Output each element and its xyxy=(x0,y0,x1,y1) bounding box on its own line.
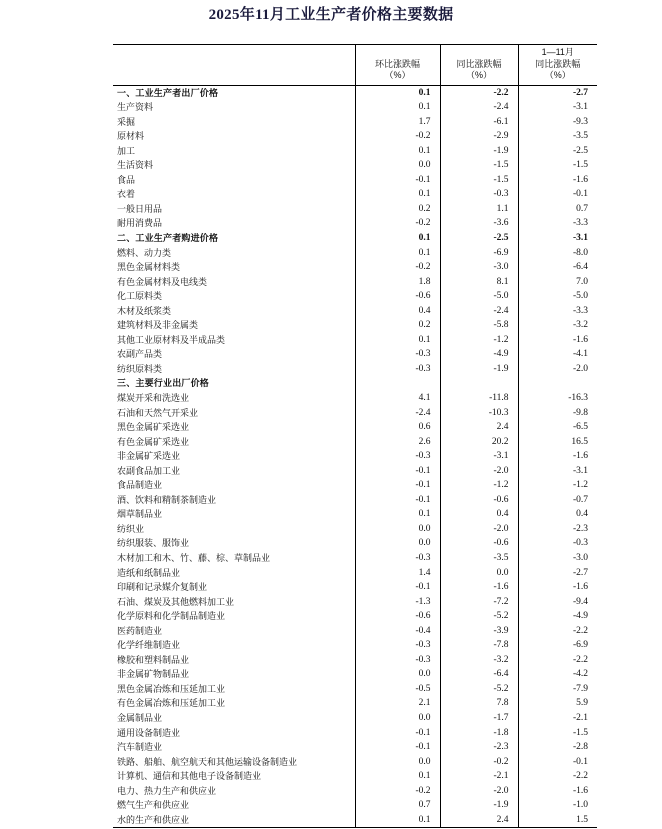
table-row xyxy=(113,726,597,741)
row-value-mom: 0.0 xyxy=(355,522,440,537)
row-label: 石油和天然气开采业 xyxy=(117,407,199,418)
row-value-cumulative: 16.5 xyxy=(518,435,597,450)
row-value-mom: -0.2 xyxy=(355,216,440,231)
table-row xyxy=(113,202,597,217)
row-value-yoy: -7.8 xyxy=(440,638,518,653)
row-value-mom: -0.1 xyxy=(355,726,440,741)
row-label: 化学原料和化学制品制造业 xyxy=(117,611,226,622)
column-header-mom xyxy=(355,45,440,86)
row-value-mom: -0.3 xyxy=(355,362,440,377)
row-value-cumulative: -4.2 xyxy=(518,667,597,682)
row-value-cumulative: -3.3 xyxy=(518,216,597,231)
row-value-mom: 0.0 xyxy=(355,667,440,682)
table-row xyxy=(113,333,597,348)
row-value-yoy: -1.9 xyxy=(440,362,518,377)
row-value-yoy: 8.1 xyxy=(440,275,518,290)
row-value-mom: -2.4 xyxy=(355,406,440,421)
row-value-cumulative: -7.9 xyxy=(518,682,597,697)
table-row xyxy=(113,784,597,799)
row-value-cumulative: -3.1 xyxy=(518,100,597,115)
table-row xyxy=(113,522,597,537)
row-value-yoy: -2.0 xyxy=(440,464,518,479)
row-value-mom: -0.6 xyxy=(355,609,440,624)
table-row xyxy=(113,435,597,450)
row-value-mom: 0.1 xyxy=(355,813,440,828)
table-row xyxy=(113,406,597,421)
row-value-yoy: -1.7 xyxy=(440,711,518,726)
row-value-yoy: 1.1 xyxy=(440,202,518,217)
row-value-mom: 0.0 xyxy=(355,536,440,551)
row-label: 木材及纸浆类 xyxy=(117,305,172,316)
row-value-yoy: -0.3 xyxy=(440,187,518,202)
row-label: 二、工业生产者购进价格 xyxy=(117,232,219,243)
row-value-yoy: -2.5 xyxy=(440,231,518,246)
ppi-data-table xyxy=(113,44,597,828)
row-value-mom: 0.1 xyxy=(355,507,440,522)
row-label: 采掘 xyxy=(117,116,136,127)
row-value-yoy: -0.6 xyxy=(440,536,518,551)
table-row xyxy=(113,115,597,130)
row-value-cumulative: -0.1 xyxy=(518,187,597,202)
row-value-mom: -0.2 xyxy=(355,784,440,799)
row-value-mom: 1.8 xyxy=(355,275,440,290)
table-row xyxy=(113,638,597,653)
table-row xyxy=(113,187,597,202)
row-value-cumulative: -2.0 xyxy=(518,362,597,377)
row-value-mom xyxy=(355,376,440,391)
row-value-cumulative: -1.6 xyxy=(518,173,597,188)
row-label: 有色金属冶炼和压延加工业 xyxy=(117,698,226,709)
row-value-cumulative: -1.6 xyxy=(518,449,597,464)
row-value-yoy: -3.5 xyxy=(440,551,518,566)
row-value-mom: -0.3 xyxy=(355,551,440,566)
row-value-mom: 2.1 xyxy=(355,696,440,711)
row-value-mom: -0.1 xyxy=(355,464,440,479)
row-value-cumulative: -2.2 xyxy=(518,624,597,639)
row-value-yoy: -3.0 xyxy=(440,260,518,275)
row-value-mom: 0.1 xyxy=(355,333,440,348)
row-value-mom: 0.2 xyxy=(355,202,440,217)
table-section-row xyxy=(113,85,597,100)
row-label: 橡胶和塑料制品业 xyxy=(117,654,190,665)
row-value-yoy: -1.5 xyxy=(440,158,518,173)
row-value-mom: -0.1 xyxy=(355,478,440,493)
row-value-cumulative: -1.2 xyxy=(518,478,597,493)
row-label: 加工 xyxy=(117,145,136,156)
row-value-yoy: -2.0 xyxy=(440,784,518,799)
row-value-yoy: -5.0 xyxy=(440,289,518,304)
table-row xyxy=(113,653,597,668)
row-label: 生活资料 xyxy=(117,160,154,171)
table-row xyxy=(113,667,597,682)
column-header-cumulative-line1: 1—11月 xyxy=(541,47,574,57)
row-label: 燃料、动力类 xyxy=(117,247,172,258)
row-label: 食品制造业 xyxy=(117,480,163,491)
row-value-mom: 0.1 xyxy=(355,144,440,159)
row-value-mom: 0.1 xyxy=(355,231,440,246)
column-header-name xyxy=(113,45,355,86)
row-value-yoy: -1.9 xyxy=(440,798,518,813)
column-header-yoy-line2: （%） xyxy=(465,70,492,80)
row-value-yoy: -1.6 xyxy=(440,580,518,595)
row-value-mom: -0.1 xyxy=(355,580,440,595)
row-label: 化工原料类 xyxy=(117,291,163,302)
row-value-yoy: -10.3 xyxy=(440,406,518,421)
row-value-yoy: -2.0 xyxy=(440,522,518,537)
ppi-table-container xyxy=(113,44,597,828)
row-label: 有色金属矿采选业 xyxy=(117,436,190,447)
table-row xyxy=(113,449,597,464)
table-row xyxy=(113,566,597,581)
row-value-yoy xyxy=(440,376,518,391)
row-label: 有色金属材料及电线类 xyxy=(117,276,208,287)
row-value-mom: 0.1 xyxy=(355,246,440,261)
row-label: 其他工业原材料及半成品类 xyxy=(117,334,226,345)
row-value-yoy: -2.9 xyxy=(440,129,518,144)
row-label: 衣着 xyxy=(117,189,136,200)
table-row xyxy=(113,216,597,231)
row-value-yoy: -7.2 xyxy=(440,595,518,610)
row-value-yoy: 2.4 xyxy=(440,813,518,828)
column-header-cumulative xyxy=(518,45,597,86)
table-row xyxy=(113,551,597,566)
row-value-yoy: -3.2 xyxy=(440,653,518,668)
row-value-yoy: -1.8 xyxy=(440,726,518,741)
row-value-cumulative: 0.4 xyxy=(518,507,597,522)
row-value-yoy: -5.8 xyxy=(440,318,518,333)
row-value-mom: -0.4 xyxy=(355,624,440,639)
row-label: 烟草制品业 xyxy=(117,509,163,520)
row-label: 生产资料 xyxy=(117,102,154,113)
row-value-cumulative: -4.9 xyxy=(518,609,597,624)
row-value-yoy: 2.4 xyxy=(440,420,518,435)
row-value-yoy: 0.4 xyxy=(440,507,518,522)
table-row xyxy=(113,275,597,290)
row-value-cumulative: -8.0 xyxy=(518,246,597,261)
row-value-mom: 0.0 xyxy=(355,755,440,770)
row-value-cumulative: -1.5 xyxy=(518,726,597,741)
table-row xyxy=(113,580,597,595)
row-value-mom: -0.1 xyxy=(355,493,440,508)
row-value-mom: 0.7 xyxy=(355,798,440,813)
row-value-mom: -0.3 xyxy=(355,347,440,362)
table-section-row xyxy=(113,231,597,246)
row-label: 铁路、船舶、航空航天和其他运输设备制造业 xyxy=(117,756,298,767)
row-value-mom: 4.1 xyxy=(355,391,440,406)
table-row xyxy=(113,536,597,551)
row-value-mom: 1.7 xyxy=(355,115,440,130)
row-value-cumulative: -1.5 xyxy=(518,158,597,173)
row-value-yoy: -1.2 xyxy=(440,478,518,493)
row-value-mom: -0.3 xyxy=(355,638,440,653)
table-row xyxy=(113,696,597,711)
row-value-mom: 0.4 xyxy=(355,304,440,319)
table-row xyxy=(113,304,597,319)
row-value-mom: -0.2 xyxy=(355,260,440,275)
table-row xyxy=(113,813,597,828)
row-value-mom: 0.1 xyxy=(355,769,440,784)
row-value-mom: -0.2 xyxy=(355,129,440,144)
row-label: 计算机、通信和其他电子设备制造业 xyxy=(117,771,262,782)
row-value-cumulative: -2.1 xyxy=(518,711,597,726)
column-header-cumulative-line3: （%） xyxy=(544,70,571,80)
row-value-mom: -0.1 xyxy=(355,173,440,188)
row-value-cumulative: -0.7 xyxy=(518,493,597,508)
row-label: 纺织原料类 xyxy=(117,363,163,374)
row-value-cumulative: -0.3 xyxy=(518,536,597,551)
row-value-mom: -0.6 xyxy=(355,289,440,304)
row-label: 印刷和记录媒介复制业 xyxy=(117,582,208,593)
row-value-cumulative: 0.7 xyxy=(518,202,597,217)
table-row xyxy=(113,507,597,522)
table-header xyxy=(113,45,597,86)
table-row xyxy=(113,711,597,726)
row-label: 酒、饮料和精制茶制造业 xyxy=(117,494,217,505)
table-row xyxy=(113,464,597,479)
row-value-cumulative: -9.3 xyxy=(518,115,597,130)
row-value-cumulative: 5.9 xyxy=(518,696,597,711)
row-value-cumulative: -16.3 xyxy=(518,391,597,406)
row-value-cumulative: -3.3 xyxy=(518,304,597,319)
row-value-cumulative: -2.8 xyxy=(518,740,597,755)
row-value-yoy: -5.2 xyxy=(440,609,518,624)
table-row xyxy=(113,144,597,159)
row-value-yoy: -6.4 xyxy=(440,667,518,682)
row-value-yoy: 7.8 xyxy=(440,696,518,711)
table-row xyxy=(113,129,597,144)
table-row xyxy=(113,100,597,115)
table-row xyxy=(113,493,597,508)
row-label: 非金属矿采选业 xyxy=(117,451,181,462)
row-value-yoy: -6.9 xyxy=(440,246,518,261)
row-value-mom: 0.2 xyxy=(355,318,440,333)
row-value-mom: 0.0 xyxy=(355,158,440,173)
row-value-cumulative: -6.5 xyxy=(518,420,597,435)
row-label: 黑色金属矿采选业 xyxy=(117,422,190,433)
row-value-mom: 2.6 xyxy=(355,435,440,450)
row-value-cumulative: -2.2 xyxy=(518,769,597,784)
row-value-mom: -0.1 xyxy=(355,740,440,755)
row-value-cumulative: -6.4 xyxy=(518,260,597,275)
row-value-cumulative: -1.0 xyxy=(518,798,597,813)
row-label: 三、主要行业出厂价格 xyxy=(117,378,210,389)
table-header-row xyxy=(113,45,597,86)
table-row xyxy=(113,347,597,362)
column-header-yoy-line1: 同比涨跌幅 xyxy=(456,58,502,69)
column-header-yoy xyxy=(440,45,518,86)
row-value-cumulative: -3.1 xyxy=(518,464,597,479)
row-label: 石油、煤炭及其他燃料加工业 xyxy=(117,596,235,607)
row-value-cumulative: -3.1 xyxy=(518,231,597,246)
row-label: 煤炭开采和洗选业 xyxy=(117,392,190,403)
row-value-yoy: -2.4 xyxy=(440,100,518,115)
row-value-mom: 0.1 xyxy=(355,187,440,202)
row-value-cumulative: -3.2 xyxy=(518,318,597,333)
row-label: 耐用消费品 xyxy=(117,218,163,229)
row-value-yoy: -0.2 xyxy=(440,755,518,770)
table-row xyxy=(113,595,597,610)
table-row xyxy=(113,740,597,755)
row-value-yoy: -5.2 xyxy=(440,682,518,697)
row-label: 医药制造业 xyxy=(117,625,163,636)
row-label: 食品 xyxy=(117,174,136,185)
row-value-mom: -0.3 xyxy=(355,449,440,464)
row-value-mom: 0.6 xyxy=(355,420,440,435)
row-value-yoy: -1.2 xyxy=(440,333,518,348)
table-row xyxy=(113,798,597,813)
row-value-cumulative: -5.0 xyxy=(518,289,597,304)
row-value-yoy: -0.6 xyxy=(440,493,518,508)
row-label: 建筑材料及非金属类 xyxy=(117,320,199,331)
table-row xyxy=(113,755,597,770)
column-header-cumulative-line2: 同比涨跌幅 xyxy=(535,58,581,69)
row-value-mom: -0.3 xyxy=(355,653,440,668)
page-title: 2025年11月工业生产者价格主要数据 xyxy=(208,7,454,23)
row-value-yoy: -2.3 xyxy=(440,740,518,755)
row-label: 金属制品业 xyxy=(117,713,163,724)
row-label: 水的生产和供应业 xyxy=(113,813,355,828)
row-value-cumulative: -2.7 xyxy=(518,566,597,581)
table-row xyxy=(113,478,597,493)
table-row xyxy=(113,769,597,784)
row-value-cumulative: -4.1 xyxy=(518,347,597,362)
row-value-cumulative: -0.1 xyxy=(518,755,597,770)
row-value-yoy: -1.5 xyxy=(440,173,518,188)
table-row xyxy=(113,624,597,639)
row-value-yoy: -4.9 xyxy=(440,347,518,362)
row-label: 纺织服装、服饰业 xyxy=(117,538,190,549)
row-value-cumulative: -2.5 xyxy=(518,144,597,159)
row-value-mom: 0.0 xyxy=(355,711,440,726)
row-value-cumulative: -1.6 xyxy=(518,784,597,799)
row-value-yoy: -11.8 xyxy=(440,391,518,406)
row-value-cumulative: 7.0 xyxy=(518,275,597,290)
row-label: 黑色金属冶炼和压延加工业 xyxy=(117,683,226,694)
row-value-mom: -0.5 xyxy=(355,682,440,697)
table-row xyxy=(113,609,597,624)
row-value-mom: 0.1 xyxy=(355,85,440,100)
row-value-yoy: 0.0 xyxy=(440,566,518,581)
row-label: 原材料 xyxy=(117,131,145,142)
row-value-yoy: -2.2 xyxy=(440,85,518,100)
row-label: 汽车制造业 xyxy=(117,742,163,753)
row-label: 电力、热力生产和供应业 xyxy=(117,785,217,796)
table-row xyxy=(113,362,597,377)
row-value-yoy: 20.2 xyxy=(440,435,518,450)
table-row xyxy=(113,391,597,406)
row-label: 造纸和纸制品业 xyxy=(117,567,181,578)
row-value-cumulative: -1.6 xyxy=(518,333,597,348)
row-value-yoy: -3.1 xyxy=(440,449,518,464)
row-value-cumulative: 1.5 xyxy=(518,813,597,828)
table-row xyxy=(113,260,597,275)
row-value-cumulative: -9.8 xyxy=(518,406,597,421)
column-header-mom-line1: 环比涨跌幅 xyxy=(374,58,420,69)
row-value-yoy: -2.4 xyxy=(440,304,518,319)
column-header-mom-line2: （%） xyxy=(384,70,411,80)
row-label: 一、工业生产者出厂价格 xyxy=(117,87,219,98)
row-value-mom: -1.3 xyxy=(355,595,440,610)
row-label: 通用设备制造业 xyxy=(117,727,181,738)
table-section-row xyxy=(113,376,597,391)
row-label: 木材加工和木、竹、藤、棕、草制品业 xyxy=(117,553,271,563)
row-label: 一般日用品 xyxy=(117,203,163,214)
table-row xyxy=(113,173,597,188)
row-value-cumulative: -2.7 xyxy=(518,85,597,100)
table-row xyxy=(113,246,597,261)
table-row xyxy=(113,420,597,435)
row-value-yoy: -6.1 xyxy=(440,115,518,130)
row-value-yoy: -3.9 xyxy=(440,624,518,639)
row-label: 黑色金属材料类 xyxy=(117,262,181,273)
row-label: 非金属矿物制品业 xyxy=(117,669,190,680)
row-label: 化学纤维制造业 xyxy=(117,640,181,651)
row-label: 纺织业 xyxy=(117,523,145,534)
table-row xyxy=(113,318,597,333)
table-row xyxy=(113,682,597,697)
row-value-cumulative: -6.9 xyxy=(518,638,597,653)
table-row xyxy=(113,158,597,173)
row-value-mom: 1.4 xyxy=(355,566,440,581)
row-value-mom: 0.1 xyxy=(355,100,440,115)
table-row xyxy=(113,289,597,304)
row-label: 农副产品类 xyxy=(117,349,163,360)
row-label: 农副食品加工业 xyxy=(117,465,181,476)
row-value-yoy: -3.6 xyxy=(440,216,518,231)
row-value-cumulative: -2.3 xyxy=(518,522,597,537)
row-value-yoy: -2.1 xyxy=(440,769,518,784)
row-value-cumulative: -9.4 xyxy=(518,595,597,610)
row-value-yoy: -1.9 xyxy=(440,144,518,159)
row-label: 燃气生产和供应业 xyxy=(117,800,190,811)
row-value-cumulative: -1.6 xyxy=(518,580,597,595)
row-value-cumulative: -3.0 xyxy=(518,551,597,566)
row-value-cumulative: -2.2 xyxy=(518,653,597,668)
row-value-cumulative: -3.5 xyxy=(518,129,597,144)
table-body xyxy=(113,85,597,828)
row-value-cumulative xyxy=(518,376,597,391)
